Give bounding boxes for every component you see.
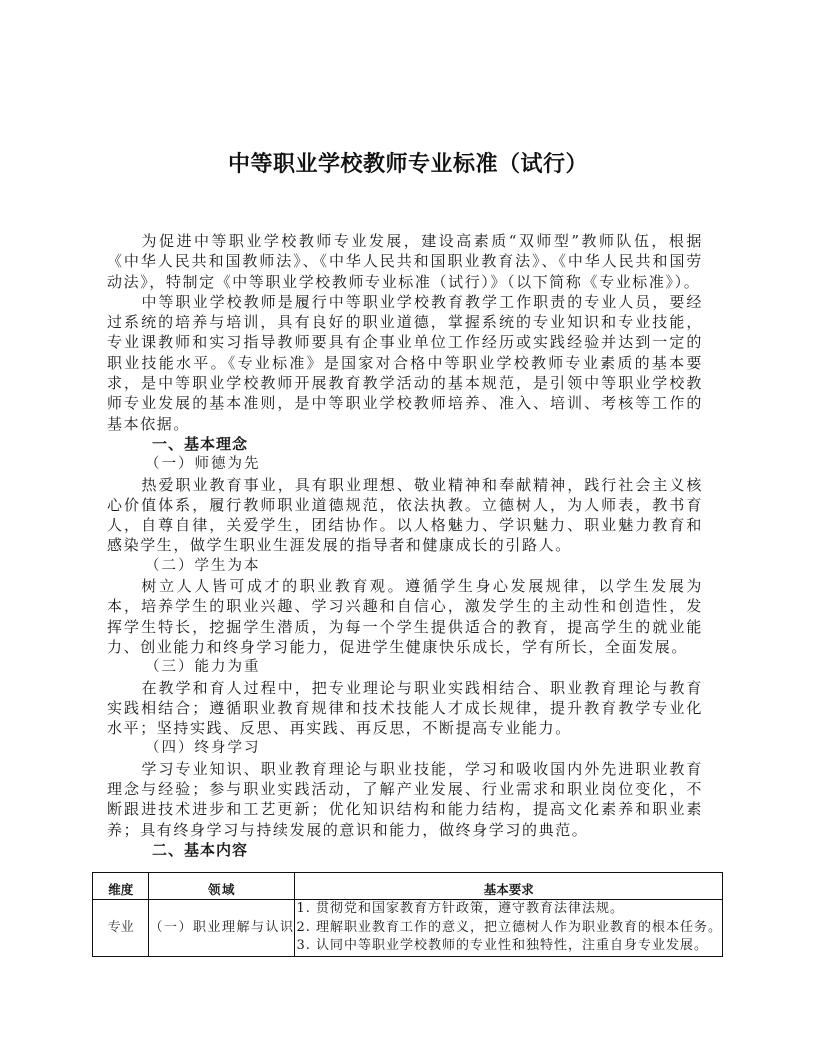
section-heading-basic-philosophy: 一、基本理念 [152,434,249,453]
subsection-heading: （三）能力为重 [145,659,261,676]
header-requirements: 基本要求 [295,873,723,900]
standards-table [92,872,723,957]
subsection-paragraph: 热爱职业教育事业，具有职业理想、敬业精神和奉献精神，践行社会主义核心价值体系，履行教师职业道德规范，依法执教。立德树人，为人师表，教书育人，自尊自律，关爱学生，团结协作。以人格魅力、学识魅力、职业魅力教育和感染学生，做学生职业生涯发展的指导者和健康成长的引路人。 [107,475,703,555]
header-domain: 领域 [149,873,295,900]
requirement-item: 2. 理解职业教育工作的意义，把立德树人作为职业教育的根本任务。 [296,919,722,935]
subsection-paragraph: 树立人人皆可成才的职业教育观。遵循学生身心发展规律，以学生发展为本，培养学生的职业兴趣、学习兴趣和自信心，激发学生的主动性和创造性，发挥学生特长，挖掘学生潜质，为每一个学生提供适合的教育，提高学生的就业能力、创业能力和终身学习能力，促进学生健康快乐成长，学有所长，全面发展。 [107,577,703,656]
section-heading-basic-content: 二、基本内容 [152,840,249,859]
document-body [107,231,703,860]
requirement-item: 1. 贯彻党和国家教育方针政策，遵守教育法律法规。 [296,901,624,916]
dimension-cell: 专业 [93,900,149,957]
subsection-paragraph: 学习专业知识、职业教育理论与职业技能，学习和吸收国内外先进职业教育理念与经验；参与职业实践活动，了解产业发展、行业需求和职业岗位变化，不断跟进技术进步和工艺更新；优化知识结构和能力结构，提高文化素养和职业素养；具有终身学习与持续发展的意识和能力，做终身学习的典范。 [107,759,703,839]
requirement-item: 3. 认同中等职业学校教师的专业性和独特性，注重自身专业发展。 [296,938,708,953]
requirements-cell [295,900,723,957]
document-title: 中等职业学校教师专业标准（试行） [227,152,588,177]
subsection-paragraph: 在教学和育人过程中，把专业理论与职业实践相结合、职业教育理论与教育实践相结合；遵循职业教育规律和技术技能人才成长规律，提升教育教学专业化水平；坚持实践、反思、再实践、再反思，不断提高专业能力。 [107,678,703,738]
table-row [93,900,723,957]
intro-paragraph: 为促进中等职业学校教师专业发展，建设高素质“双师型”教师队伍，根据《中华人民共和国教师法》、《中华人民共和国职业教育法》、《中华人民共和国劳动法》，特制定《中等职业学校教师专业标准（试行）》（以下简称《专业标准》）。 [107,232,703,291]
subsection-heading: （二）学生为本 [145,557,261,574]
intro-paragraph: 中等职业学校教师是履行中等职业学校教育教学工作职责的专业人员，要经过系统的培养与培训，具有良好的职业道德，掌握系统的专业知识和专业技能，专业课教师和实习指导教师要具有企事业单位工作经历或实践经验并达到一定的职业技能水平。《专业标准》是国家对合格中等职业学校教师专业素质的基本要求，是中等职业学校教师开展教育教学活动的基本规范，是引领中等职业学校教师专业发展的基本准则，是中等职业学校教师培养、准入、培训、考核等工作的基本依据。 [107,292,703,433]
header-dimension: 维度 [93,873,149,900]
domain-cell: （一）职业理解与认识 [149,900,295,957]
subsection-heading: （四）终身学习 [145,740,261,757]
table-header-row [93,873,723,900]
subsection-heading: （一）师德为先 [145,456,261,473]
